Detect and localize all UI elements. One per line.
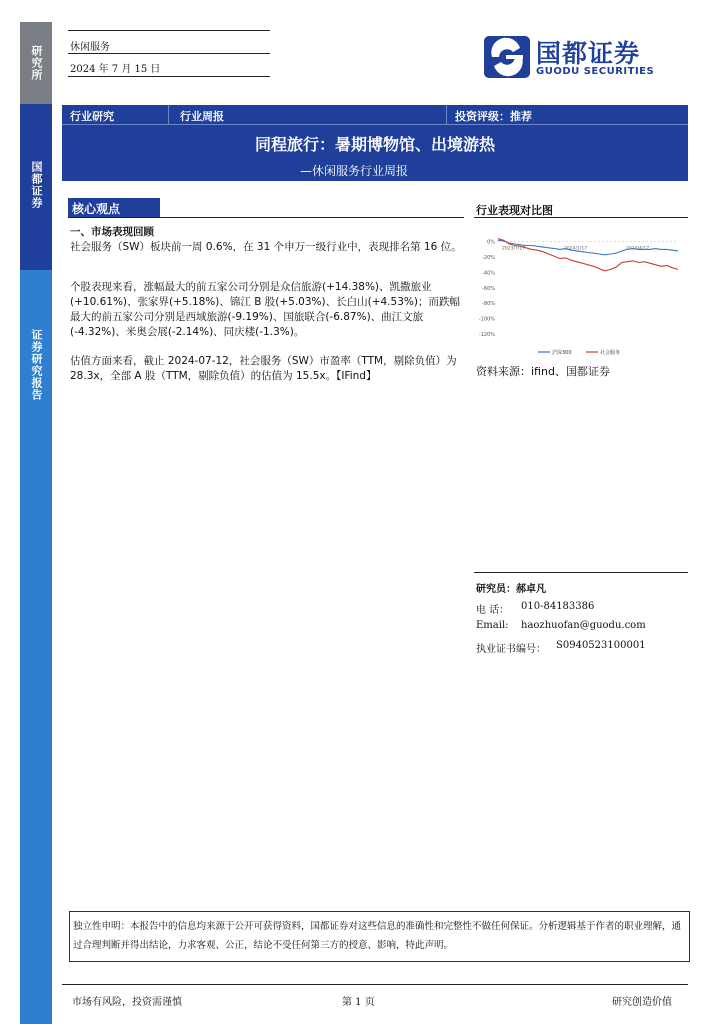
chart-source: 资料来源：ifind、国都证券	[476, 365, 610, 378]
series-line-social-services	[498, 239, 678, 271]
analyst-license-label: 执业证书编号：	[476, 644, 546, 655]
y-tick-label: -20%	[482, 255, 495, 262]
band-divider	[446, 105, 447, 124]
paragraph-sector-performance: 社会服务（SW）板块前一周 0.6%，在 31 个申万一级行业中，表现排名第 16 位。	[70, 241, 462, 253]
chart-title: 行业表现对比图	[476, 204, 553, 217]
footer-page-number: 第 1 页	[342, 997, 375, 1008]
header-date: 2024 年 7 月 15 日	[70, 64, 161, 75]
x-date-label: 2024/4/17	[626, 246, 650, 252]
band-label-weekly: 行业周报	[180, 110, 224, 123]
x-date-label: 2024/1/17	[564, 246, 588, 252]
header-rule-top	[68, 30, 270, 31]
band-rating: 投资评级：推荐	[455, 110, 532, 123]
report-subtitle: —休闲服务行业周报	[300, 164, 409, 178]
x-date-label: 2023/7/17	[502, 246, 526, 252]
industry-performance-chart	[474, 226, 688, 360]
paragraph-valuation: 估值方面来看，截止 2024-07-12，社会服务（SW）市盈率（TTM，剔除负值）为 28.3x，全部 A 股（TTM，剔除负值）的估值为 15.5x。【IFind】	[70, 355, 457, 382]
footer-slogan: 研究创造价值	[612, 997, 672, 1008]
y-tick-label: -120%	[478, 332, 495, 338]
band-divider	[168, 105, 169, 124]
core-view-label: 核心观点	[72, 202, 121, 216]
analyst-phone-label: 电 话：	[476, 605, 510, 616]
footer-risk-notice: 市场有风险，投资需谨慎	[72, 997, 182, 1008]
analyst-email[interactable]: haozhuofan@guodu.com	[521, 620, 646, 631]
independence-statement: 独立性申明：本报告中的信息均来源于公开可获得资料，国都证券对这些信息的准确性和完整性不做任何保证。分析逻辑基于作者的职业理解，通过合理判断并得出结论，力求客观、公正，结论不受任何第三方的授意、影响，特此声明。	[73, 921, 682, 951]
company-logo-icon	[484, 36, 530, 78]
chart-title-rule	[474, 217, 688, 218]
header-category: 休闲服务	[70, 42, 110, 53]
y-tick-label: -60%	[482, 285, 495, 292]
sidebar-label-report: 证券研究报告	[30, 329, 43, 401]
logo-name-cn: 国都证券	[536, 39, 641, 68]
paragraph-stock-performance: 个股表现来看，涨幅最大的前五家公司分别是众信旅游(+14.38%)、凯撒旅业(+10.61%)、张家界(+5.18%)、锦江 B 股(+5.03%)、长白山(+4.53%)；而跌幅最大的前五家公司分别是西域旅游(-9.19%)、国旅联合(-6.87%)、曲江文旅(-4.32%)、米奥会展(-2.14%)、同庆楼(-1.3%)。	[70, 281, 460, 338]
y-tick-label: -100%	[478, 316, 495, 323]
y-tick-label: 0%	[487, 239, 495, 246]
band-rule	[62, 124, 688, 125]
header-rule-bottom	[68, 76, 270, 77]
band-label-industry-research: 行业研究	[70, 110, 114, 123]
y-tick-label: -40%	[482, 270, 495, 277]
header-rule-mid	[68, 53, 270, 54]
sidebar-label-company: 国都证券	[30, 161, 43, 209]
y-tick-label: -80%	[482, 301, 495, 308]
analyst-license: S0940523100001	[556, 640, 646, 651]
logo-name-en: GUODU SECURITIES	[536, 66, 655, 77]
report-title: 同程旅行：暑期博物馆、出境游热	[254, 135, 495, 154]
sidebar-label-institute: 研究所	[30, 45, 43, 81]
analyst-name: 研究员：郝卓凡	[476, 584, 546, 595]
section-heading-market: 一、市场表现回顾	[70, 226, 154, 238]
analyst-email-label: Email:	[476, 620, 509, 631]
core-view-rule	[68, 217, 464, 218]
footer-rule	[62, 984, 688, 985]
analyst-phone: 010-84183386	[521, 601, 595, 612]
legend-label: 社会服务	[600, 350, 621, 356]
legend-label: 沪深300	[552, 350, 572, 356]
analyst-rule	[474, 572, 688, 573]
